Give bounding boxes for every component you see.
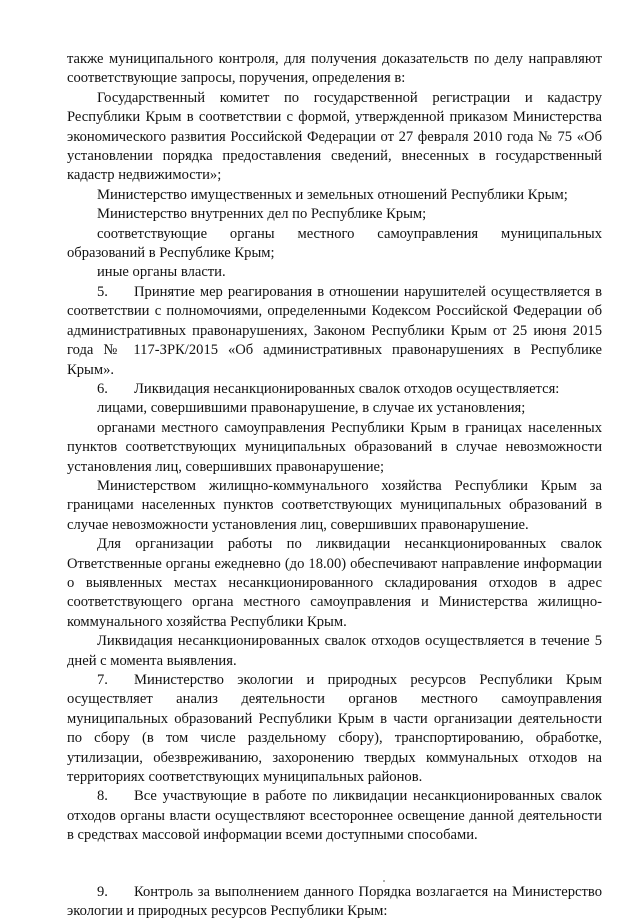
- document-page: [67, 50, 602, 921]
- paragraph-mvd: Министерство внутренних дел по Республике Крым;: [97, 206, 427, 223]
- item-text-8: Все участвующие в работе по ликвидации несанкционированных свалок отходов органы власти осуществляют всестороннее освещение данной деятельности в средствах массовой информации всеми доступными способами.: [67, 788, 602, 844]
- item-text-9: Контроль за выполнением данного Порядка возлагается на Министерство экологии и природных ресурсов Республики Крым:: [67, 883, 602, 920]
- item-number-7: 7.: [97, 672, 108, 688]
- item-text-6: Ликвидация несанкционированных свалок отходов осуществляется:: [134, 380, 560, 397]
- paragraph-item-7: [67, 671, 602, 787]
- paragraph-deadline: Ликвидация несанкционированных свалок отходов осуществляется в течение 5 дней с момента выявления.: [67, 633, 602, 669]
- paragraph-other-authorities: иные органы власти.: [97, 264, 226, 281]
- paragraph-local-authorities: соответствующие органы местного самоуправления муниципальных образований в Республике Крым;: [67, 225, 602, 262]
- item-text-7: Министерство экологии и природных ресурсов Республики Крым осуществляет анализ деятельности органов местного самоуправления муниципальных образований Республики Крым в части организации деятельности по сбору (в том числе раздельному сбору), транспортированию, обработке, утилизации, обезвреживанию, захоронению твердых коммунальных отходов на территориях соответствующих муниципальных районов.: [67, 672, 602, 786]
- item-number-9: 9.: [97, 883, 108, 900]
- paragraph-intro: также муниципального контроля, для получения доказательств по делу направляют соответствующие запросы, поручения, определения в:: [67, 51, 602, 87]
- paragraph-goskomregistr: Государственный комитет по государственной регистрации и кадастру Республики Крым в соответствии с формой, утвержденной приказом Министерства экономического развития Российской Федерации от 27 февраля 2010 года № 75 «Об установлении порядка предоставления сведений, внесенных в государственный кадастр недвижимости»;: [67, 89, 602, 184]
- item-number-6: 6.: [97, 380, 108, 397]
- item-text-5: Принятие мер реагирования в отношении нарушителей осуществляется в соответствии с полномочиями, определенными Кодексом Российской Федерации об административных правонарушениях, Законом Республики Крым от 25 июня 2015 года № 117-ЗРК/2015 «Об административных правонарушениях в Республике Крым».: [67, 283, 602, 378]
- paragraph-item-8: [67, 787, 602, 845]
- item-number-8: 8.: [97, 788, 108, 805]
- paragraph-item-5: [67, 283, 602, 380]
- paragraph-gap: [67, 846, 602, 883]
- paragraph-item-6: [67, 380, 602, 399]
- scan-speck: [383, 880, 385, 882]
- paragraph-offenders: лицами, совершившими правонарушение, в случае их установления;: [97, 400, 526, 417]
- paragraph-item-9: [67, 883, 602, 921]
- paragraph-min-housing: Министерством жилищно-коммунального хозяйства Республики Крым за границами населенных пунктов соответствующих муниципальных образований в случае невозможности установления лиц, совершивших правонарушение.: [67, 477, 602, 533]
- paragraph-organization: Для организации работы по ликвидации несанкционированных свалок Ответственные органы ежедневно (до 18.00) обеспечивают направление информации о выявленных местах несанкционированного складирования отходов в адрес соответствующего органа местного самоуправления и Министерства жилищно-коммунального хозяйства Республики Крым.: [67, 536, 602, 630]
- paragraph-min-property: Министерство имущественных и земельных отношений Республики Крым;: [97, 186, 568, 203]
- item-number-5: 5.: [97, 283, 108, 300]
- paragraph-local-government: органами местного самоуправления Республики Крым в границах населенных пунктов соответствующих муниципальных образований в случае невозможности установления лиц, совершивших правонарушение;: [67, 419, 602, 475]
